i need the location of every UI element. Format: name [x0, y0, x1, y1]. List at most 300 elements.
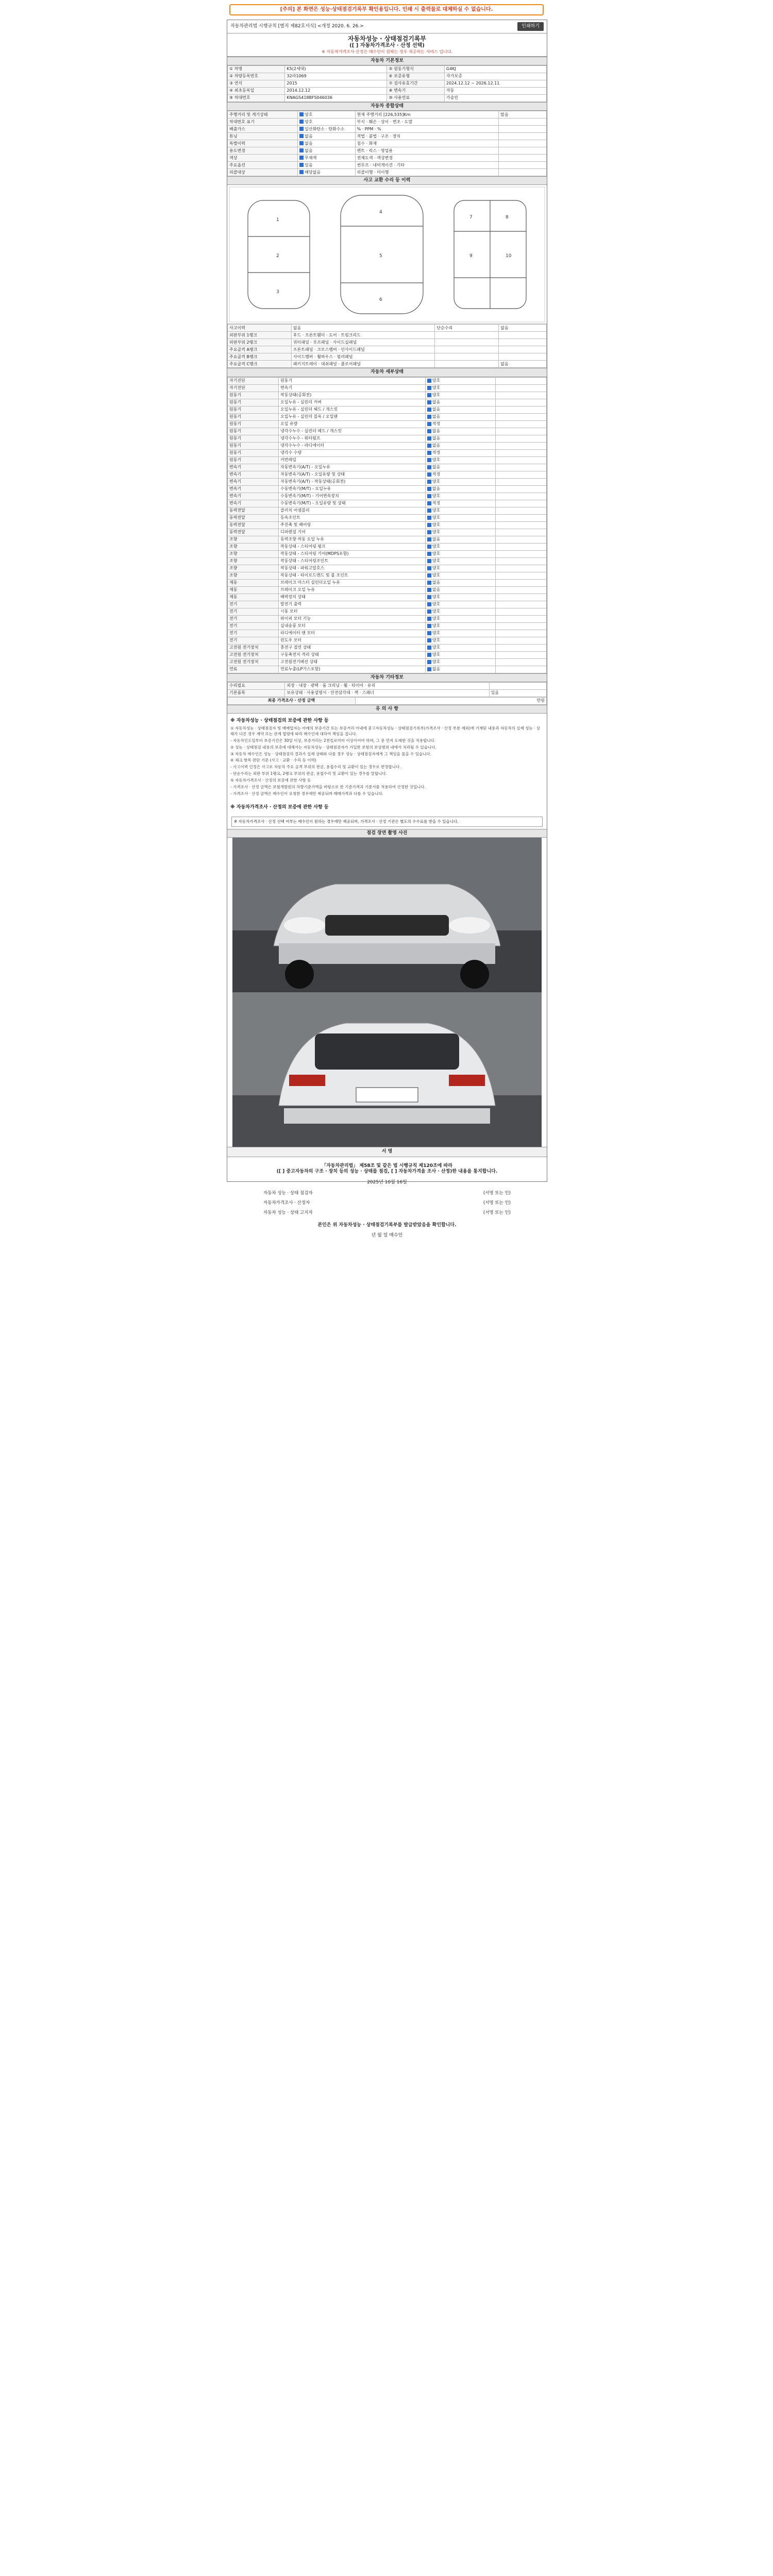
cell	[228, 666, 279, 673]
cell	[228, 428, 279, 435]
cell-text: 원동기	[229, 414, 242, 419]
cell-text: 조향	[229, 558, 238, 563]
cell-text: 양호	[432, 385, 441, 390]
checkbox-icon	[427, 509, 431, 513]
cell	[499, 140, 547, 147]
cell	[279, 601, 426, 608]
cell-text: 원동기	[280, 378, 293, 383]
cell-text: 없음	[432, 436, 441, 440]
cell	[228, 140, 298, 147]
checkbox-icon	[427, 422, 431, 426]
cell-text: 고전원전기배선 상태	[280, 659, 318, 664]
notes-price-title: ※ 자동차가격조사 · 산정의 보증에 관한 사항 등	[230, 804, 329, 810]
cell	[228, 615, 279, 622]
checkbox-icon	[427, 595, 431, 599]
table-row	[228, 162, 547, 169]
cell-text: 수동변속기(M/T) - 오일누유	[280, 486, 331, 491]
table-row	[228, 689, 547, 697]
sign-row-value: (서명 또는 인)	[483, 1191, 511, 1196]
checkbox-icon	[427, 624, 431, 628]
cell-text: 원동기	[229, 436, 242, 440]
cell-text: 없음	[432, 400, 441, 404]
cell-text: 전기	[229, 638, 238, 642]
table-row	[228, 428, 547, 435]
cell-text: 외판부위 1랭크	[229, 332, 258, 337]
cell	[495, 586, 546, 594]
cell	[495, 384, 546, 392]
cell-text: 없음	[500, 325, 509, 330]
table-row	[228, 111, 547, 118]
cell	[495, 456, 546, 464]
cell-text: 침수 · 화재	[357, 141, 377, 146]
cell	[228, 543, 279, 550]
cell	[228, 500, 279, 507]
cell-text: 무채색	[305, 155, 317, 160]
checkbox-icon	[427, 400, 431, 404]
cell	[279, 507, 426, 514]
cell	[495, 550, 546, 557]
table-row	[228, 529, 547, 536]
price-table	[227, 682, 547, 697]
svg-text:6: 6	[379, 297, 382, 303]
cell	[499, 353, 547, 361]
cell	[425, 608, 495, 615]
table-row	[228, 147, 547, 155]
cell-text: 원동기	[229, 400, 242, 404]
checkbox-icon	[299, 127, 304, 131]
cell-text: 윈도우 모터	[280, 638, 302, 642]
checkbox-icon	[427, 444, 431, 448]
cell-text: 리콜대상	[229, 170, 245, 175]
checkbox-icon	[427, 487, 431, 491]
cell-text: 원동기	[229, 443, 242, 448]
cell	[425, 565, 495, 572]
cell	[228, 399, 279, 406]
cell-text: 양호	[432, 631, 441, 635]
table-row	[228, 353, 547, 361]
cell-text: 고전원 전기장치	[229, 645, 259, 650]
cell	[228, 493, 279, 500]
cell	[495, 608, 546, 615]
table-row	[228, 80, 547, 87]
cell-text: 변속기	[229, 501, 242, 505]
cell-text: 양호	[305, 112, 313, 117]
checkbox-icon	[427, 559, 431, 563]
section-basic: 자동차 기본정보	[227, 57, 547, 65]
cell-text: 없음	[432, 465, 441, 469]
cell-text: 원동기	[229, 421, 242, 426]
sign-date: 2025년 10월 16일	[367, 1180, 407, 1185]
cell	[279, 630, 426, 637]
table-row	[228, 133, 547, 140]
cell-text: 전기	[229, 623, 238, 628]
cell-text: 양호	[432, 378, 441, 383]
cell-text: 배출가스	[229, 126, 245, 131]
cell-text: 렌트 · 리스 · 영업용	[357, 148, 393, 153]
cell: ⑧ 변속기	[387, 87, 444, 94]
notes-price	[227, 800, 547, 815]
sign-row-label: 자동차 성능 · 상태 점검자	[263, 1191, 313, 1196]
checkbox-icon	[427, 480, 431, 484]
table-row	[228, 601, 547, 608]
cell	[279, 622, 426, 630]
table-row	[228, 449, 547, 456]
cell-text: 외판부위 2랭크	[229, 340, 258, 345]
checkbox-icon	[427, 458, 431, 462]
cell	[495, 471, 546, 478]
cell-text: 프론트패널 · 크로스멤버 · 인사이드패널	[293, 347, 365, 352]
cell-text: 외장 · 내장 · 광택 · 룸 크리닝 · 휠 · 타이어 · 유리	[287, 683, 376, 688]
cell	[279, 572, 426, 579]
cell	[279, 464, 426, 471]
checkbox-icon	[299, 120, 304, 124]
cell-text: 후드 · 프론트휀더 · 도어 · 트렁크리드	[293, 332, 361, 337]
checkbox-icon	[427, 530, 431, 534]
cell-text: 발전기 출력	[280, 602, 302, 606]
checkbox-icon	[427, 408, 431, 412]
table-row	[228, 579, 547, 586]
cell	[279, 543, 426, 550]
cell-text: 있음	[491, 690, 499, 696]
sign-row-inspector	[263, 1191, 511, 1196]
cell-text: 연료	[229, 667, 238, 671]
table-row	[228, 155, 547, 162]
cell	[228, 449, 279, 456]
note-line: ① 자동차성능 · 상태점검자 및 매매업자는 아래의 보증기간 또는 보증거리 이내에 중고자동차성능 · 상태점검기록부(가격조사 · 산정 부분 제외)에 기재된 내용과 자동차의 실제 성능 · 상태가 다른 경우 계약 또는 관계 법령에 따라 매수인에 대하여 책임을 집니다.	[230, 726, 540, 736]
cell: 32라1069	[285, 73, 387, 80]
table-row	[228, 392, 547, 399]
cell-text: 동력전달	[229, 530, 245, 534]
cell: 2014.12.12	[285, 87, 387, 94]
cell-text: 작동상태(공회전)	[280, 393, 312, 397]
cell-text: 브레이크 마스터 실린더오일 누유	[280, 580, 340, 585]
cell: 2024.12.12 ~ 2026.12.11	[444, 80, 546, 87]
table-row	[228, 126, 547, 133]
cell	[228, 435, 279, 442]
table-row	[228, 118, 547, 126]
title-note: ※ 자동차가격조사·산정은 매수인이 원하는 경우 제공하는 서비스 입니다.	[322, 49, 452, 54]
cell	[425, 420, 495, 428]
cell	[495, 572, 546, 579]
cell-text: 없음	[432, 580, 441, 585]
cell-text: 양호	[432, 494, 441, 498]
table-row	[228, 325, 547, 332]
cell	[499, 169, 547, 176]
cell: ⑩ 사용연료	[387, 94, 444, 101]
cell-text: 연료누출(LP가스포함)	[280, 667, 321, 671]
table-row	[228, 594, 547, 601]
note-line: - 자동차인도일부터 보증기간은 30일 이상, 보증거리는 2천킬로미터 이상이어야 하며, 그 중 먼저 도래한 것을 적용합니다.	[230, 738, 436, 743]
cell: ⑤ 원동기형식	[387, 65, 444, 73]
sign-buyer: 년 월 일 매수인	[371, 1232, 403, 1238]
cell	[228, 521, 279, 529]
table-row	[228, 332, 547, 339]
cell	[495, 478, 546, 485]
cell	[228, 406, 279, 413]
checkbox-icon	[427, 602, 431, 606]
cell-text: 전기	[229, 631, 238, 635]
cell	[298, 162, 355, 169]
cell-text: 오일누유 - 실린더 헤드 / 개스킷	[280, 407, 338, 412]
cell	[425, 449, 495, 456]
cell-text: 오일누유 - 실린더 블록 / 오일팬	[280, 414, 338, 419]
cell-text: 현재 주행거리 [226,535]Km	[357, 112, 411, 117]
cell	[495, 500, 546, 507]
cell	[279, 651, 426, 658]
note-line: - 사고이력 인정은 사고로 자동차 주요 골격 부위의 판금, 용접수리 및 교환이 있는 경우로 한정합니다.	[230, 765, 401, 770]
cell	[228, 155, 298, 162]
checkbox-icon	[427, 617, 431, 621]
cell-text: 조향	[229, 566, 238, 570]
cell	[228, 557, 279, 565]
cell-text: 주요골격 A랭크	[229, 347, 258, 352]
accident-table	[227, 324, 547, 368]
notes	[227, 714, 547, 800]
table-row	[228, 346, 547, 353]
table-row	[228, 500, 547, 507]
cell	[495, 579, 546, 586]
cell-text: 실내송풍 모터	[280, 623, 306, 628]
checkbox-icon	[299, 148, 304, 152]
cell	[495, 435, 546, 442]
cell	[425, 377, 495, 384]
note-line: ⑤ 자동차가격조사 · 산정의 보증에 관한 사항 등	[230, 778, 311, 783]
cell-text: 없음	[432, 443, 441, 448]
cell	[425, 651, 495, 658]
cell	[291, 332, 435, 339]
cell-text: 없음	[305, 148, 313, 153]
cell	[279, 579, 426, 586]
table-row	[228, 666, 547, 673]
checkbox-icon	[427, 494, 431, 498]
table-row	[228, 406, 547, 413]
svg-text:4: 4	[379, 210, 382, 215]
cell-text: 냉각수 수량	[280, 450, 302, 455]
cell	[499, 147, 547, 155]
cell	[425, 428, 495, 435]
cell	[228, 420, 279, 428]
note-line: - 가격조사 · 산정 금액은 매수인이 요청한 경우에만 제공되며 매매가격과 다를 수 있습니다.	[230, 791, 383, 796]
cell-text: 단순수리	[436, 325, 453, 330]
cell	[495, 377, 546, 384]
sign-row-value: (서명 또는 인)	[483, 1210, 511, 1215]
cell	[279, 449, 426, 456]
cell	[495, 666, 546, 673]
cell-text: 제동	[229, 580, 238, 585]
table-row	[228, 73, 547, 80]
cell-text: 조향	[229, 537, 238, 541]
cell-text: 배력장치 상태	[280, 595, 306, 599]
cell	[279, 435, 426, 442]
cell	[355, 155, 499, 162]
form-reference: 자동차관리법 시행규칙 [별지 제82호서식] <개정 2020. 6. 26.>	[230, 23, 364, 29]
checkbox-icon	[427, 537, 431, 541]
cell	[425, 384, 495, 392]
svg-text:10: 10	[506, 253, 512, 259]
cell-text: 없음	[305, 133, 313, 139]
cell	[228, 353, 292, 361]
cell	[228, 169, 298, 176]
cell	[425, 464, 495, 471]
cell	[425, 543, 495, 550]
cell-text: 사고이력	[229, 325, 245, 330]
cell-text: 양호	[432, 393, 441, 397]
cell	[489, 682, 546, 689]
basic-table	[227, 65, 547, 102]
cell	[495, 601, 546, 608]
cell	[279, 471, 426, 478]
cell	[228, 689, 285, 697]
cell	[228, 658, 279, 666]
cell	[279, 594, 426, 601]
checkbox-icon	[427, 386, 431, 390]
cell-text: 라디에이터 팬 모터	[280, 631, 315, 635]
cell-text: 양호	[432, 573, 441, 578]
cell	[298, 147, 355, 155]
cell-text: 리콜이행 · 미이행	[357, 170, 389, 175]
checkbox-icon	[427, 609, 431, 614]
cell-text: 클러치 어셈블리	[280, 508, 310, 513]
price-box-note: ※ 자동차가격조사 · 산정 선택 여부는 매수인이 원하는 경우에만 제공되며, 가격조사 · 산정 기관은 별도의 수수료를 받을 수 있습니다.	[231, 817, 543, 827]
cell-text: 적정	[432, 421, 441, 426]
cell-text: 변속기	[229, 472, 242, 477]
cell	[495, 392, 546, 399]
cell	[279, 557, 426, 565]
cell	[228, 529, 279, 536]
cell	[425, 529, 495, 536]
cell-text: 원동기	[229, 450, 242, 455]
cell	[495, 622, 546, 630]
cell	[279, 658, 426, 666]
sign-text-3: 본인은 위 자동차성능 · 상태점검기록부를 발급받았음을 확인합니다.	[317, 1223, 457, 1228]
cell-text: 주요골격 B랭크	[229, 354, 258, 359]
table-row	[228, 507, 547, 514]
table-row	[228, 384, 547, 392]
cell-text: 있음	[305, 162, 313, 167]
car-front-photo	[232, 838, 542, 992]
cell	[228, 637, 279, 644]
inspection-document	[227, 20, 547, 1238]
cell-text: 양호	[432, 522, 441, 527]
section-accident: 사고 교환 수리 등 이력	[227, 176, 547, 185]
checkbox-icon	[427, 393, 431, 397]
cell	[495, 493, 546, 500]
cell	[228, 644, 279, 651]
cell-text: 주요골격 C랭크	[229, 361, 258, 366]
checkbox-icon	[427, 436, 431, 440]
note-line: - 단순수리는 외판 부위 1랭크, 2랭크 부위의 판금, 용접수리 및 교환이 있는 경우를 말합니다.	[230, 771, 387, 776]
checkbox-icon	[299, 134, 304, 138]
cell	[285, 682, 489, 689]
cell	[435, 325, 499, 332]
cell-text: 전기	[229, 602, 238, 606]
cell	[228, 565, 279, 572]
cell	[279, 565, 426, 572]
cell-text: 양호	[432, 508, 441, 513]
checkbox-icon	[427, 465, 431, 469]
cell	[355, 111, 499, 118]
cell-text: 양호	[432, 616, 441, 621]
cell	[425, 666, 495, 673]
cell-text: 용도변경	[229, 148, 245, 153]
cell	[425, 478, 495, 485]
section-photos: 점검 장면 촬영 사진	[227, 829, 547, 838]
cell	[298, 111, 355, 118]
table-row	[228, 87, 547, 94]
status-table	[227, 111, 547, 176]
cell: ⑥ 보증유형	[387, 73, 444, 80]
cell-text: 조향	[229, 551, 238, 556]
cell	[228, 118, 298, 126]
checkbox-icon	[427, 552, 431, 556]
svg-text:2: 2	[276, 253, 279, 259]
cell-text: % · PPM · %	[357, 126, 381, 131]
table-row	[228, 586, 547, 594]
print-button[interactable]: 인쇄하기	[517, 22, 544, 31]
cell-text: 작동상태 - 스티어링 펌프	[280, 544, 326, 549]
checkbox-icon	[427, 523, 431, 527]
cell-text: 작동상태 - 타이로드엔드 및 볼 조인트	[280, 573, 348, 578]
cell-text: 부식 · 훼손 · 상이 · 변조 · 도말	[357, 119, 413, 124]
cell	[495, 543, 546, 550]
cell	[425, 406, 495, 413]
cell: G4KJ	[444, 65, 546, 73]
cell-text: 차대번호 표기	[229, 119, 255, 124]
cell-text: 보유상태 · 사용설명서 · 안전삼각대 · 잭 · 스패너	[287, 690, 375, 696]
price-summary-table	[227, 697, 547, 705]
cell	[228, 162, 298, 169]
table-row	[228, 471, 547, 478]
cell-text: 제동	[229, 587, 238, 592]
checkbox-icon	[299, 156, 304, 160]
cell-text: 적정	[432, 472, 441, 477]
cell	[279, 521, 426, 529]
cell-text: 커먼레일	[280, 457, 296, 462]
cell-text: 없음	[432, 486, 441, 491]
cell	[279, 666, 426, 673]
cell	[279, 420, 426, 428]
cell	[228, 601, 279, 608]
checkbox-icon	[299, 163, 304, 167]
cell	[425, 644, 495, 651]
cell-text: 자기진단	[229, 385, 245, 390]
cell	[425, 521, 495, 529]
table-row	[228, 65, 547, 73]
cell	[228, 514, 279, 521]
cell	[279, 377, 426, 384]
cell-text: 자동변속기(A/T) - 오일유량 및 상태	[280, 472, 345, 477]
cell	[291, 346, 435, 353]
cell	[228, 392, 279, 399]
cell	[355, 133, 499, 140]
cell: 자가보증	[444, 73, 546, 80]
cell	[425, 658, 495, 666]
photo-rear	[232, 992, 542, 1147]
cell	[495, 521, 546, 529]
cell-text: 주요옵션	[229, 162, 245, 167]
checkbox-icon	[427, 566, 431, 570]
title-sub: ([ ] 자동차가격조사 · 산정 선택)	[349, 43, 425, 48]
checkbox-icon	[427, 660, 431, 664]
cell	[228, 413, 279, 420]
cell	[355, 147, 499, 155]
cell	[499, 346, 547, 353]
cell	[425, 579, 495, 586]
cell-text: 양호	[432, 645, 441, 650]
cell	[228, 682, 285, 689]
cell-text: 수동변속기(M/T) - 오일유량 및 상태	[280, 501, 346, 505]
checkbox-icon	[427, 429, 431, 433]
